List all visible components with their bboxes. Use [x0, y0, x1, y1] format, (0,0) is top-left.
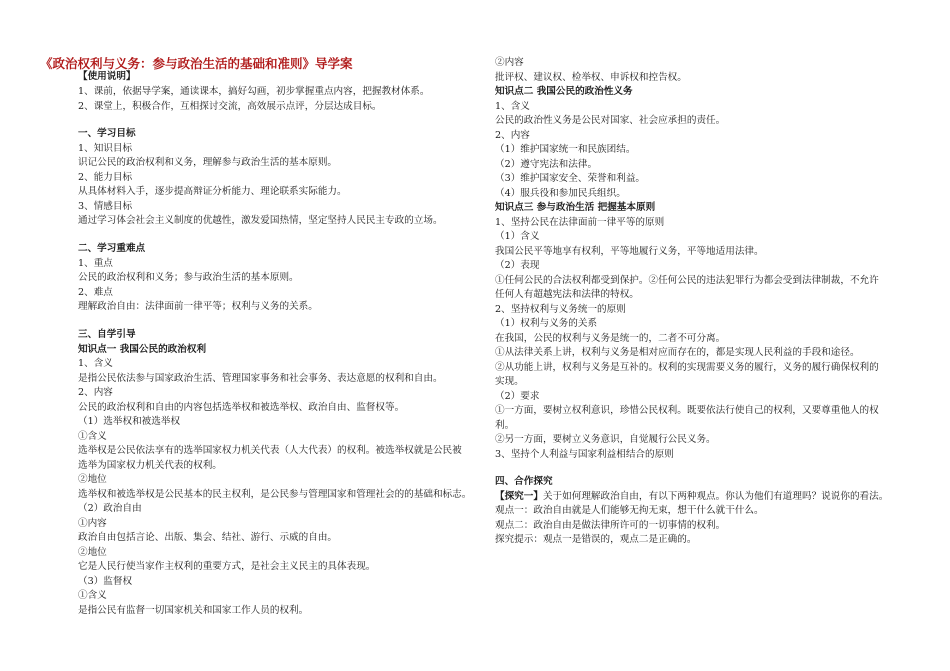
text-line: 2、内容: [78, 387, 113, 398]
text-line: 利。: [495, 420, 515, 431]
text-line: （2）遵守宪法和法律。: [495, 159, 598, 170]
text-line: 我国公民平等地享有权利，平等地履行义务，平等地适用法律。: [495, 246, 764, 257]
text-line: 选举权是公民依法享有的选举国家权力机关代表（人大代表）的权利。被选举权就是公民被: [78, 445, 462, 456]
text-line: （3）维护国家安全、荣誉和利益。: [495, 173, 646, 184]
text-line: 它是人民行使当家作主权利的重要方式，是社会主义民主的具体表现。: [78, 561, 376, 572]
text-line: （2）政治自由: [78, 503, 142, 514]
text-line: 1、重点: [78, 258, 113, 269]
section-heading: 四、合作探究: [495, 476, 553, 487]
text-line: 在我国，公民的权利与义务是统一的，二者不可分离。: [495, 333, 726, 344]
section-heading: 三、自学引导: [78, 329, 136, 340]
text-line: 公民的政治权利和自由的内容包括选举权和被选举权、政治自由、监督权等。: [78, 402, 405, 413]
inquiry-text: 关于如何理解政治自由，有以下两种观点。你认为他们有道理吗？说说你的看法。: [542, 491, 889, 502]
text-line: ②另一方面，要树立义务意识，自觉履行公民义务。: [495, 434, 716, 445]
text-line: 2、难点: [78, 287, 113, 298]
text-line: 1、坚持公民在法律面前一律平等的原则: [495, 217, 665, 228]
section-heading: 【使用说明】: [78, 71, 136, 82]
text-line: 观点一：政治自由就是人们能够无拘无束，想干什么就干什么。: [495, 505, 764, 516]
text-line: （1）含义: [495, 231, 540, 242]
text-line: ②地位: [78, 474, 107, 485]
section-heading: 知识点三 参与政治生活 把握基本原则: [495, 202, 656, 213]
text-line: 批评权、建议权、检举权、申诉权和控告权。: [495, 72, 687, 83]
text-line: 1、课前，依据导学案，通读课本，搞好勾画，初步掌握重点内容，把握教材体系。: [78, 86, 430, 97]
text-line: 1、含义: [495, 101, 530, 112]
text-line: （2）要求: [495, 391, 540, 402]
document-title: 《政治权利与义务：参与政治生活的基础和准则》导学案: [40, 56, 353, 71]
text-line: 是指公民有监督一切国家机关和国家工作人员的权利。: [78, 605, 309, 616]
text-line: 实现。: [495, 376, 524, 387]
text-line: ①内容: [78, 518, 107, 529]
text-line: ①含义: [78, 590, 107, 601]
text-line: 2、内容: [495, 130, 530, 141]
text-line: 任何人有超越宪法和法律的特权。: [495, 289, 639, 300]
text-line: 3、情感目标: [78, 201, 133, 212]
text-line: 政治自由包括言论、出版、集会、结社、游行、示威的自由。: [78, 532, 338, 543]
text-line: 理解政治自由：法律面前一律平等；权利与义务的关系。: [78, 301, 318, 312]
text-line: ①从法律关系上讲，权利与义务是相对应而存在的，都是实现人民利益的手段和途径。: [495, 347, 860, 358]
text-line: （1）维护国家统一和民族团结。: [495, 144, 636, 155]
text-line: ②内容: [495, 57, 524, 68]
text-line: ①任何公民的合法权利都受到保护。②任何公民的违法犯罪行为都会受到法律制裁，不允许: [495, 275, 879, 286]
text-line: 公民的政治性义务是公民对国家、社会应承担的责任。: [495, 115, 726, 126]
text-line: （4）服兵役和参加民兵组织。: [495, 188, 626, 199]
text-line: 公民的政治权利和义务；参与政治生活的基本原则。: [78, 272, 299, 283]
text-line: （1）权利与义务的关系: [495, 318, 598, 329]
text-line: ①一方面，要树立权利意识，珍惜公民权利。既要依法行使自己的权利，又要尊重他人的权: [495, 405, 879, 416]
text-line: 2、坚持权利与义务统一的原则: [495, 304, 626, 315]
text-line: （3）监督权: [78, 576, 133, 587]
text-line: 选举为国家权力机关代表的权利。: [78, 460, 222, 471]
section-heading: 二、学习重难点: [78, 243, 146, 254]
text-line: （2）表现: [495, 260, 540, 271]
text-line: ①含义: [78, 431, 107, 442]
text-line: 1、知识目标: [78, 143, 133, 154]
section-heading: 知识点一 我国公民的政治权利: [78, 344, 207, 355]
section-heading: 一、学习目标: [78, 128, 136, 139]
text-line: 选举权和被选举权是公民基本的民主权利，是公民参与管理国家和管理社会的的基础和标志。: [78, 489, 472, 500]
section-heading: 知识点二 我国公民的政治性义务: [495, 86, 633, 97]
text-line: 识记公民的政治权利和义务，理解参与政治生活的基本原则。: [78, 157, 338, 168]
text-line: 3、坚持个人利益与国家利益相结合的原则: [495, 449, 674, 460]
inquiry-label: 【探究一】: [495, 491, 543, 502]
text-line: [495, 491, 888, 503]
text-line: 探究提示：观点一是错误的，观点二是正确的。: [495, 534, 697, 545]
text-line: 通过学习体会社会主义制度的优越性，激发爱国热情，坚定坚持人民民主专政的立场。: [78, 215, 443, 226]
text-line: 从具体材料入手，逐步提高辩证分析能力、理论联系实际能力。: [78, 186, 347, 197]
text-line: （1）选举权和被选举权: [78, 416, 181, 427]
text-line: 2、能力目标: [78, 172, 133, 183]
text-line: 1、含义: [78, 358, 113, 369]
text-line: ②从功能上讲，权利与义务是互补的。权利的实现需要义务的履行，义务的履行确保权利的: [495, 362, 879, 373]
text-line: 2、课堂上，积极合作，互相探讨交流，高效展示点评，分层达成目标。: [78, 101, 382, 112]
text-line: 观点二：政治自由是做法律所许可的一切事情的权利。: [495, 520, 726, 531]
text-line: ②地位: [78, 547, 107, 558]
text-line: 是指公民依法参与国家政治生活、管理国家事务和社会事务、表达意愿的权利和自由。: [78, 373, 443, 384]
